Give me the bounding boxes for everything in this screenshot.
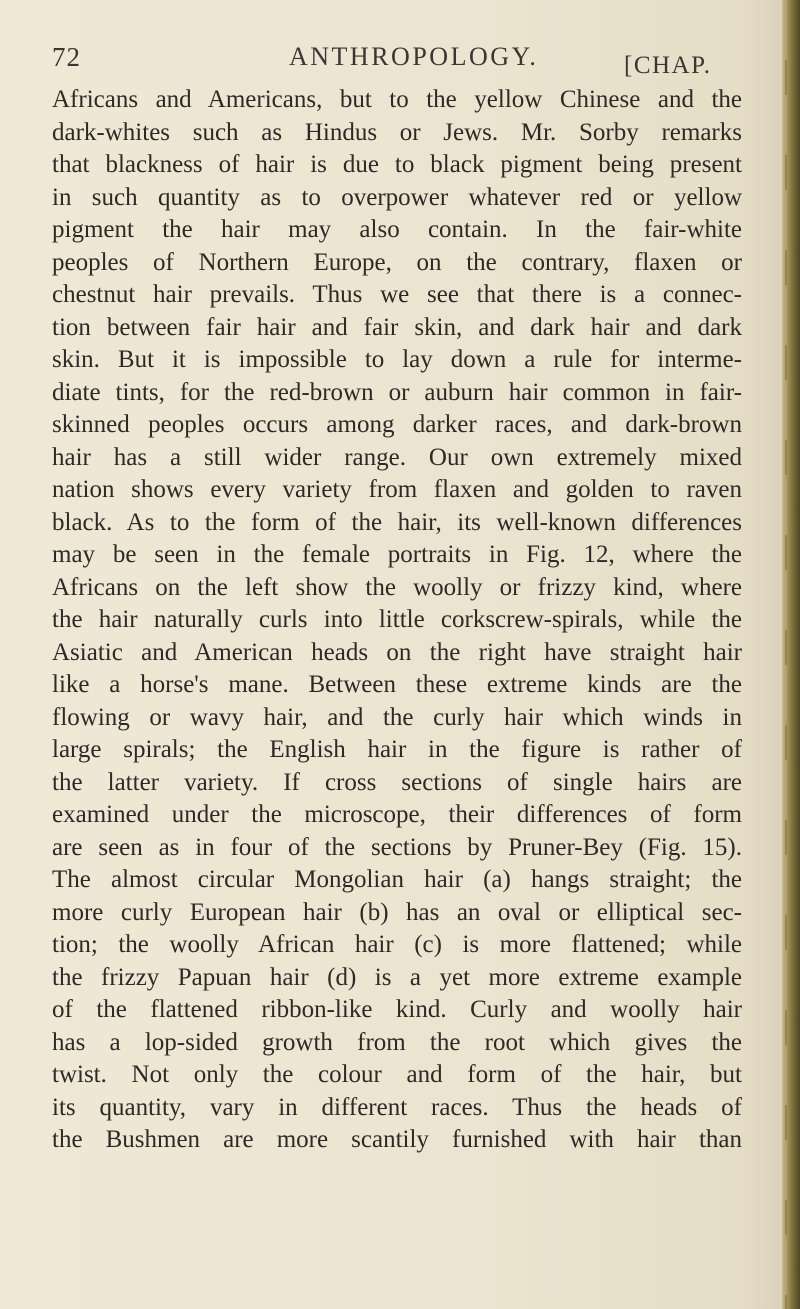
- text-line: Asiatic and American heads on the right have straight hair: [52, 638, 742, 666]
- text-line: tion between fair hair and fair skin, and dark hair and dark: [52, 313, 742, 341]
- text-line: nation shows every variety from flaxen and golden to raven: [52, 476, 742, 503]
- body-text: [52, 84, 742, 1157]
- text-line: large spirals; the English hair in the figure is rather of: [52, 736, 742, 763]
- text-line: of the flattened ribbon-like kind. Curly and woolly hair: [52, 996, 742, 1023]
- text-line: hair has a still wider range. Our own extremely mixed: [52, 443, 742, 471]
- text-line: has a lop-sided growth from the root which gives the: [52, 1028, 742, 1056]
- text-line: dark-whites such as Hindus or Jews. Mr. Sorby remarks: [52, 118, 742, 146]
- running-header: [0, 42, 800, 82]
- text-line: its quantity, vary in different races. Thus the heads of: [52, 1093, 742, 1121]
- text-line: black. As to the form of the hair, its well-known differences: [52, 508, 742, 536]
- text-line: Africans on the left show the woolly or frizzy kind, where: [52, 573, 742, 601]
- text-line: chestnut hair prevails. Thus we see that there is a connec-: [52, 281, 742, 308]
- text-line: diate tints, for the red-brown or auburn hair common in fair-: [52, 378, 742, 406]
- text-line: peoples of Northern Europe, on the contrary, flaxen or: [52, 248, 742, 276]
- text-line: twist. Not only the colour and form of the hair, but: [52, 1061, 742, 1088]
- chapter-mark: [CHAP.: [624, 52, 712, 79]
- text-line: skin. But it is impossible to lay down a rule for interme-: [52, 346, 742, 373]
- text-line: examined under the microscope, their differences of form: [52, 801, 742, 828]
- page-number: 72: [52, 42, 81, 72]
- text-line: tion; the woolly African hair (c) is more flattened; while: [52, 931, 742, 958]
- page-edge: [782, 0, 800, 1309]
- text-line: the latter variety. If cross sections of single hairs are: [52, 768, 742, 796]
- text-line: pigment the hair may also contain. In the fair-white: [52, 216, 742, 243]
- text-line: the Bushmen are more scantily furnished with hair than: [52, 1126, 742, 1153]
- text-line: may be seen in the female portraits in Fig. 12, where the: [52, 541, 742, 568]
- text-line: skinned peoples occurs among darker races, and dark-brown: [52, 411, 742, 438]
- text-line: The almost circular Mongolian hair (a) hangs straight; the: [52, 866, 742, 893]
- text-line: the hair naturally curls into little corkscrew-spirals, while the: [52, 606, 742, 633]
- text-line: that blackness of hair is due to black pigment being present: [52, 151, 742, 178]
- text-line: in such quantity as to overpower whatever red or yellow: [52, 183, 742, 211]
- running-title: ANTHROPOLOGY.: [289, 42, 539, 71]
- text-line: are seen as in four of the sections by Pruner-Bey (Fig. 15).: [52, 833, 742, 861]
- text-line: Africans and Americans, but to the yellow Chinese and the: [52, 86, 742, 113]
- text-line: like a horse's mane. Between these extreme kinds are the: [52, 671, 742, 698]
- text-line: more curly European hair (b) has an oval or elliptical sec-: [52, 898, 742, 926]
- text-line: the frizzy Papuan hair (d) is a yet more extreme example: [52, 963, 742, 991]
- text-line: flowing or wavy hair, and the curly hair which winds in: [52, 703, 742, 731]
